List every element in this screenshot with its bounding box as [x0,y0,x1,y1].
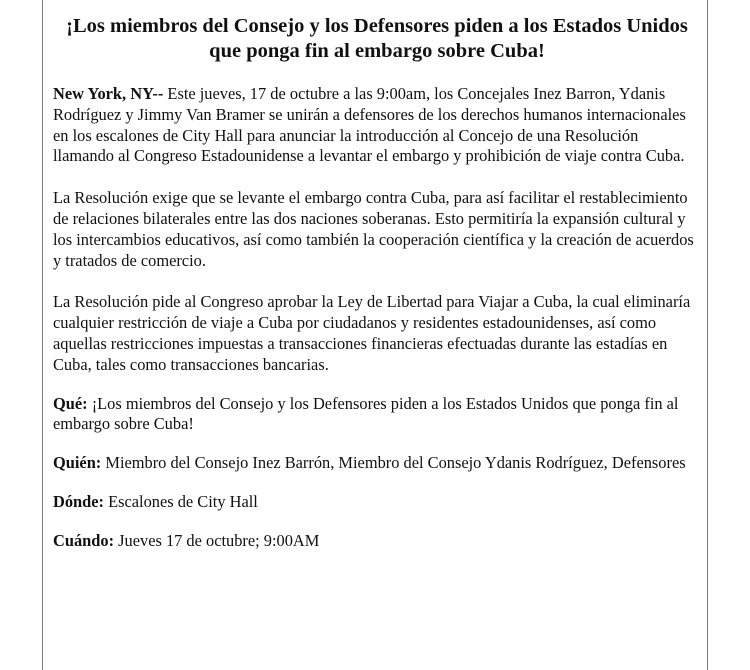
detail-where [53,492,701,513]
resolution-paragraph-2: La Resolución pide al Congreso aprobar la Ley de Libertad para Viajar a Cuba, la cual eliminaría cualquier restricción de viaje a Cuba por ciudadanos y residentes estadounidenses, así como aquellas restricciones impuestas a transacciones financieras efectuadas durante las estadías en Cuba, tales como transacciones bancarias. [53,292,691,374]
intro-paragraph [53,84,701,167]
detail-what-label: Qué: [53,393,88,413]
detail-when [53,531,701,552]
detail-who [53,453,701,474]
dateline: New York, NY-- [53,84,164,103]
detail-where-value: Escalones de City Hall [104,491,258,511]
detail-who-label: Quién: [53,453,102,473]
detail-when-value: Jueves 17 de octubre; 9:00AM [114,530,320,550]
detail-what-value: ¡Los miembros del Consejo y los Defensores piden a los Estados Unidos que ponga fin al embargo sobre Cuba! [53,393,679,434]
press-release [53,14,701,552]
document-title: ¡Los miembros del Consejo y los Defensores piden a los Estados Unidos que ponga fin al embargo sobre Cuba! [66,15,688,62]
detail-who-value: Miembro del Consejo Inez Barrón, Miembro del Consejo Ydanis Rodríguez, Defensores [101,453,686,473]
intro-text: Este jueves, 17 de octubre a las 9:00am, los Concejales Inez Barron, Ydanis Rodríguez y Jimmy Van Bramer se unirán a defensores de los derechos humanos internacionales en los escalones de City Hall para anunciar la introducción al Concejo de una Resolución llamando al Congreso Estadounidense a levantar el embargo y prohibición de viaje contra Cuba. [53,84,686,166]
resolution-paragraph-1: La Resolución exige que se levante el embargo contra Cuba, para así facilitar el restablecimiento de relaciones bilaterales entre las dos naciones soberanas. Esto permitiría la expansión cultural y los intercambios educativos, así como también la cooperación científica y la creación de acuerdos y tratados de comercio. [53,188,694,270]
detail-what [53,394,701,436]
detail-when-label: Cuándo: [53,530,115,550]
detail-where-label: Dónde: [53,491,104,511]
